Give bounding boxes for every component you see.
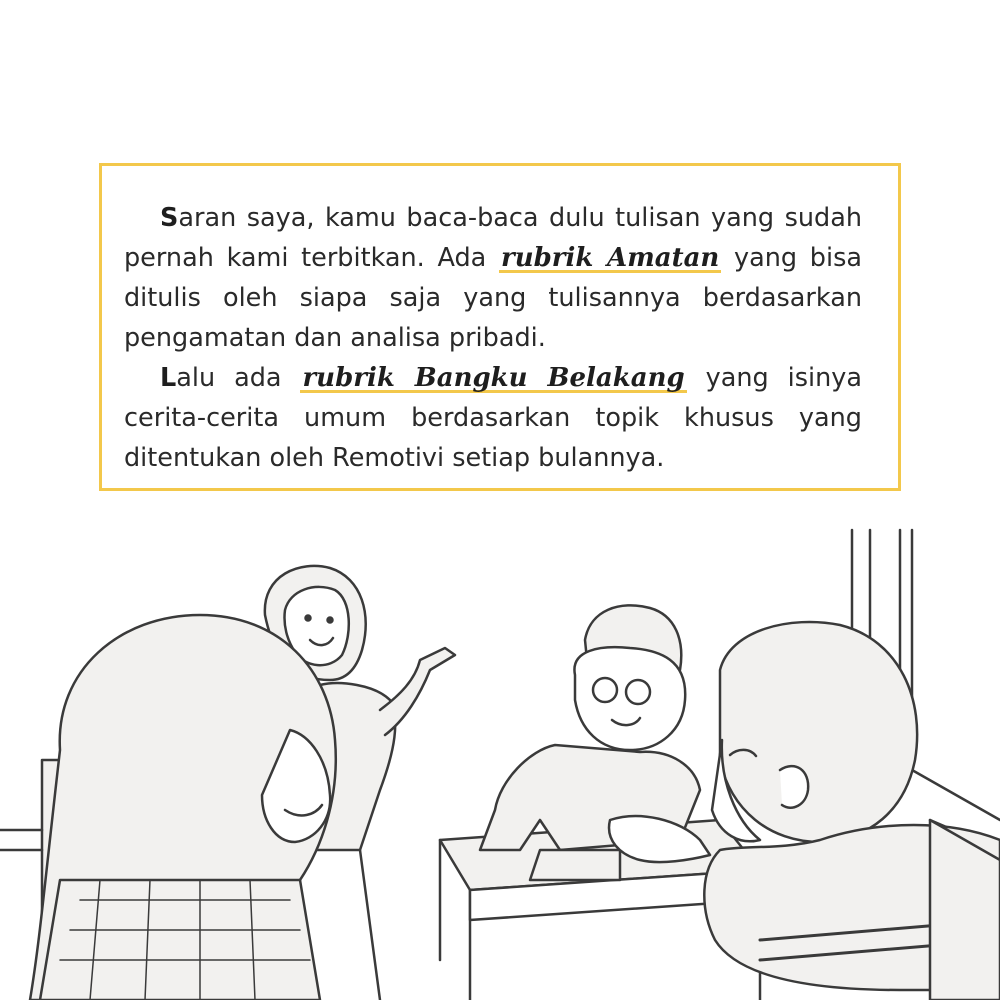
rubric-bangku-belakang-label: rubrik Bangku Belakang <box>302 363 685 393</box>
long-haired-girl <box>30 615 336 1000</box>
paragraph-2-initial: L <box>160 363 177 393</box>
caption-paragraph-2 <box>124 358 862 478</box>
classroom-illustration <box>0 520 1000 1000</box>
paragraph-1-text-before: aran saya, kamu baca-baca dulu tulisan yang sudah pernah kami terbitkan. Ada <box>124 203 862 273</box>
paragraph-2-text-before: alu ada <box>176 363 301 393</box>
paragraph-2-text-after: yang isinya cerita-cerita umum berdasarkan topik khusus yang ditentukan oleh Remotivi setiap bulannya. <box>124 363 862 473</box>
rubric-amatan-label: rubrik Amatan <box>501 243 720 273</box>
paragraph-1-initial: S <box>160 203 179 233</box>
caption-box <box>99 163 901 491</box>
paragraph-1-text-after: yang bisa ditulis oleh siapa saja yang tulisannya berdasarkan pengamatan dan analisa pribadi. <box>124 243 862 353</box>
caption-paragraph-1 <box>124 198 862 358</box>
